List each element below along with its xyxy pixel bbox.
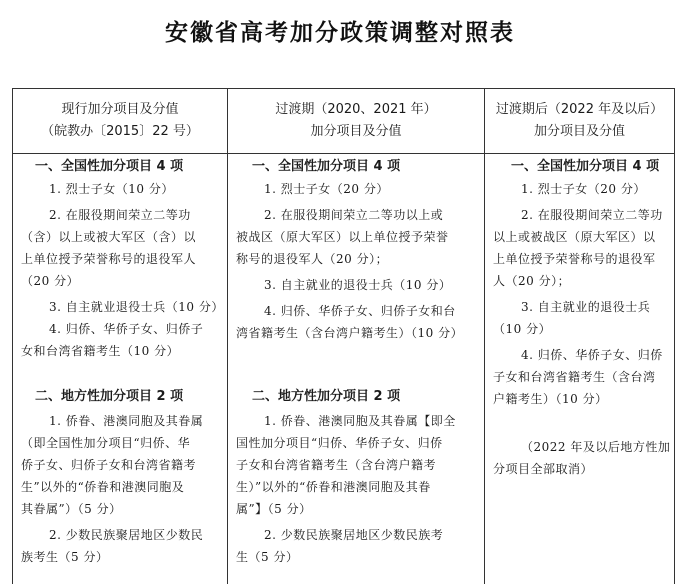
comparison-table (12, 88, 675, 584)
item-line: 3. 自主就业的退役士兵 (521, 300, 651, 314)
column-current-header (13, 89, 227, 154)
item-line: 被战区（原大军区）以上单位授予荣誉 (236, 230, 449, 244)
note-line: 分项目全部取消） (493, 462, 594, 476)
header-line: 现行加分项目及分值 (61, 102, 179, 117)
item-line: 生”以外的“侨眷和港澳同胞及 (21, 480, 185, 494)
item-line: 属”】（5 分） (236, 502, 312, 516)
column-after-header (485, 89, 674, 154)
item-line: 以上或被战区（原大军区）以 (493, 230, 656, 244)
item-line: 子女和台湾省籍考生（含台湾户籍考 (236, 458, 437, 472)
column-transition-header (228, 89, 484, 154)
item-line: 上单位授予荣誉称号的退役军人 (21, 252, 197, 266)
item-line: 1. 烈士子女（20 分） (264, 182, 389, 196)
item-line: 女和台湾省籍考生（10 分） (21, 344, 180, 358)
item-line: 3. 自主就业的退役士兵（10 分） (264, 278, 452, 292)
item-line: 国性加分项目“归侨、华侨子女、归侨 (236, 436, 443, 450)
item-line: 其眷属”）（5 分） (21, 502, 122, 516)
section-heading: 一、全国性加分项目 4 项 (35, 159, 184, 174)
item-line: 1. 侨眷、港澳同胞及其眷属【即全 (264, 414, 456, 428)
item-line: 生）”以外的“侨眷和港澳同胞及其眷 (236, 480, 431, 494)
item-line: （含）以上或被大军区（含）以 (21, 230, 197, 244)
item-line: （即全国性加分项目“归侨、华 (21, 436, 191, 450)
section-heading: 二、地方性加分项目 2 项 (252, 389, 401, 404)
item-line: 人（20 分）； (493, 274, 571, 288)
item-line: 子女和台湾省籍考生（含台湾 (493, 370, 656, 384)
item-line: （20 分） (21, 274, 80, 288)
section-heading: 二、地方性加分项目 2 项 (35, 389, 184, 404)
item-line: 2. 在服役期间荣立二等功 (521, 208, 663, 222)
column-transition (228, 89, 485, 584)
header-line: 过渡期（2020、2021 年） (275, 102, 437, 117)
item-line: 4. 归侨、华侨子女、归侨子 (49, 322, 204, 336)
item-line: 称号的退役军人（20 分）； (236, 252, 389, 266)
item-line: 上单位授予荣誉称号的退役军 (493, 252, 656, 266)
page-title: 安徽省高考加分政策调整对照表 (165, 19, 515, 46)
header-line: 加分项目及分值 (310, 124, 402, 139)
item-line: 户籍考生）（10 分） (493, 392, 608, 406)
item-line: 2. 少数民族聚居地区少数民 (49, 528, 204, 542)
item-line: 4. 归侨、华侨子女、归侨子女和台 (264, 304, 456, 318)
header-line: 加分项目及分值 (533, 124, 625, 139)
item-line: 1. 烈士子女（20 分） (521, 182, 646, 196)
item-line: 2. 少数民族聚居地区少数民族考 (264, 528, 444, 542)
item-line: 侨子女、归侨子女和台湾省籍考 (21, 458, 197, 472)
section-heading: 一、全国性加分项目 4 项 (511, 159, 660, 174)
item-line: （10 分） (493, 322, 552, 336)
item-line: 1. 侨眷、港澳同胞及其眷属 (49, 414, 204, 428)
header-line: （皖教办〔2015〕22 号） (41, 124, 199, 139)
item-line: 3. 自主就业退役士兵（10 分） (49, 300, 224, 314)
item-line: 1. 烈士子女（10 分） (49, 182, 174, 196)
section-heading: 一、全国性加分项目 4 项 (252, 159, 401, 174)
item-line: 生（5 分） (236, 550, 299, 564)
column-current (13, 89, 228, 584)
item-line: 湾省籍考生（含台湾户籍考生）（10 分） (236, 326, 464, 340)
column-after-transition (485, 89, 674, 584)
item-line: 4. 归侨、华侨子女、归侨 (521, 348, 663, 362)
note-line: （2022 年及以后地方性加 (521, 440, 671, 454)
item-line: 2. 在服役期间荣立二等功以上或 (264, 208, 444, 222)
header-line: 过渡期后（2022 年及以后） (495, 102, 664, 117)
item-line: 族考生（5 分） (21, 550, 109, 564)
item-line: 2. 在服役期间荣立二等功 (49, 208, 191, 222)
